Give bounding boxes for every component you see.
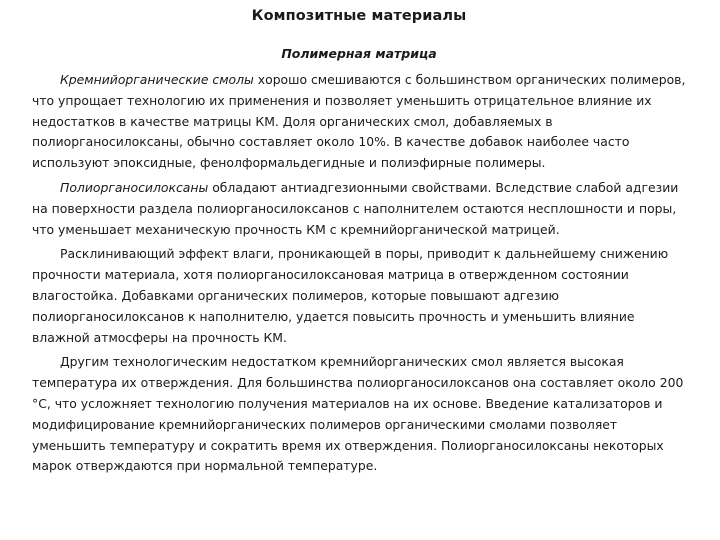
paragraph-curing-temperature	[32, 352, 686, 477]
paragraph-polyorganosiloxanes	[32, 178, 686, 240]
paragraph-organosilicon-resins	[32, 70, 686, 174]
paragraph-body: обладают антиадгезионными свойствами. Вследствие слабой адгезии на поверхности раздела полиорганосилоксанов с наполнителем остаются несплошности и поры, что уменьшает механическую прочность КМ с кремнийорганической матрицей.	[32, 179, 679, 237]
paragraph-moisture-effect	[32, 244, 686, 348]
paragraph-body: хорошо смешиваются с большинством органических полимеров, что упрощает технологию их применения и позволяет уменьшить отрицательное влияние их недостатков в качестве матрицы КМ. Доля органических смол, добавляемых в полиорганосилоксаны, обычно составляет около 10%. В качестве добавок наиболее часто используют эпоксидные, фенолформальдегидные и полиэфирные полимеры.	[32, 72, 686, 171]
page-title: Композитные материалы	[251, 8, 467, 24]
paragraph-lead-term: Кремнийорганические смолы	[60, 72, 254, 87]
section-subtitle: Полимерная матрица	[281, 46, 437, 61]
paragraph-body: Другим технологическим недостатком кремнийорганических смол является высокая температура их отверждения. Для большинства полиорганосилоксанов она составляет около 200 °С, что усложняет технологию получения материалов на их основе. Введение катализаторов и модифицирование кремнийорганических полимеров органическими смолами позволяет уменьшить температуру и сократить время их отверждения. Полиорганосилоксаны некоторых марок отверждаются при нормальной температуре.	[32, 354, 684, 474]
paragraph-body: Расклинивающий эффект влаги, проникающей в поры, приводит к дальнейшему снижению прочности материала, хотя полиорганосилоксановая матрица в отвержденном состоянии влагостойка. Добавками органических полимеров, которые повышают адгезию полиорганосилоксанов к наполнителю, удается повысить прочность и уменьшить влияние влажной атмосферы на прочность КМ.	[32, 246, 669, 345]
paragraph-lead-term: Полиорганосилоксаны	[60, 179, 209, 195]
